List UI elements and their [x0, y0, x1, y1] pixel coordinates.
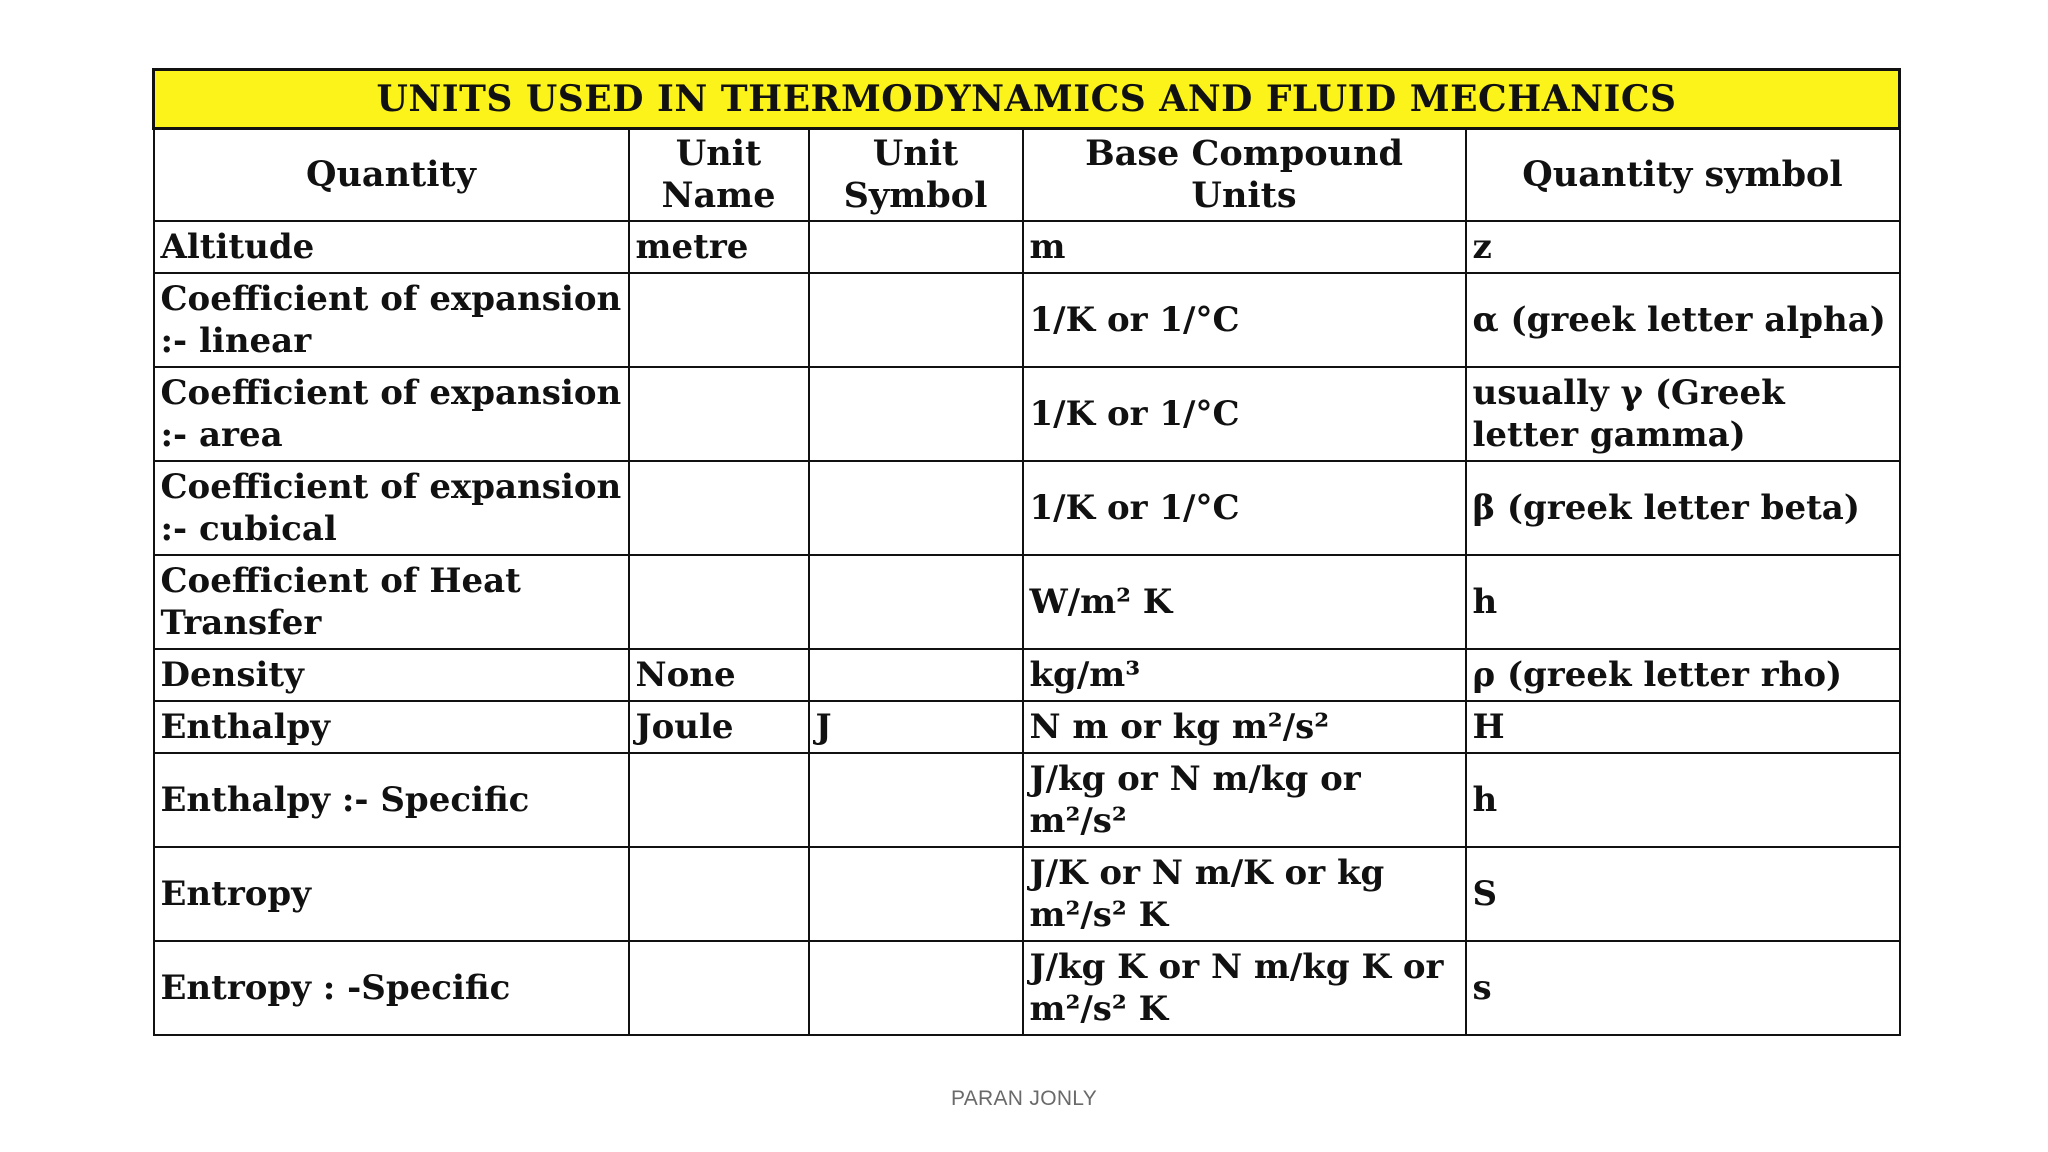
cell-unit-name: metre — [629, 221, 809, 273]
slide-footer: PARAN JONLY — [950, 1087, 1098, 1110]
cell-unit-name — [629, 461, 809, 555]
cell-quantity: Altitude — [154, 221, 629, 273]
table-row — [154, 221, 1900, 273]
cell-base-units: kg/m³ — [1023, 649, 1466, 701]
cell-quantity: Entropy : -Specific — [154, 941, 629, 1035]
header-row — [154, 129, 1900, 222]
cell-quantity: Enthalpy :- Specific — [154, 753, 629, 847]
cell-unit-symbol — [809, 941, 1023, 1035]
table-row — [154, 753, 1900, 847]
cell-unit-name — [629, 273, 809, 367]
cell-unit-symbol: J — [809, 701, 1023, 753]
cell-unit-name — [629, 941, 809, 1035]
header-quantity: Quantity — [154, 129, 629, 222]
cell-unit-name — [629, 753, 809, 847]
cell-unit-symbol — [809, 555, 1023, 649]
cell-quantity: Coefficient of expansion :- area — [154, 367, 629, 461]
header-quantity-symbol: Quantity symbol — [1466, 129, 1900, 222]
cell-symbol: α (greek letter alpha) — [1466, 273, 1900, 367]
cell-symbol: h — [1466, 555, 1900, 649]
header-base-compound-units: Base Compound Units — [1023, 129, 1466, 222]
cell-unit-name: None — [629, 649, 809, 701]
cell-unit-name — [629, 555, 809, 649]
cell-base-units: 1/K or 1/°C — [1023, 461, 1466, 555]
table-row — [154, 649, 1900, 701]
table-row — [154, 701, 1900, 753]
units-table-body — [154, 70, 1900, 1036]
cell-unit-symbol — [809, 461, 1023, 555]
cell-unit-symbol — [809, 649, 1023, 701]
cell-symbol: H — [1466, 701, 1900, 753]
table-row — [154, 847, 1900, 941]
cell-base-units: 1/K or 1/°C — [1023, 273, 1466, 367]
cell-symbol: usually γ (Greek letter gamma) — [1466, 367, 1900, 461]
cell-unit-name: Joule — [629, 701, 809, 753]
cell-quantity: Coefficient of expansion :- linear — [154, 273, 629, 367]
table-row — [154, 273, 1900, 367]
cell-quantity: Density — [154, 649, 629, 701]
cell-quantity: Coefficient of expansion :- cubical — [154, 461, 629, 555]
table-title: UNITS USED IN THERMODYNAMICS AND FLUID MECHANICS — [154, 70, 1900, 129]
table-row — [154, 941, 1900, 1035]
cell-symbol: z — [1466, 221, 1900, 273]
cell-base-units: J/kg or N m/kg or m²/s² — [1023, 753, 1466, 847]
cell-base-units: N m or kg m²/s² — [1023, 701, 1466, 753]
cell-base-units: m — [1023, 221, 1466, 273]
header-unit-symbol: Unit Symbol — [809, 129, 1023, 222]
cell-quantity: Enthalpy — [154, 701, 629, 753]
cell-base-units: J/kg K or N m/kg K or m²/s² K — [1023, 941, 1466, 1035]
table-row — [154, 555, 1900, 649]
cell-quantity: Entropy — [154, 847, 629, 941]
cell-base-units: J/K or N m/K or kg m²/s² K — [1023, 847, 1466, 941]
units-table — [152, 68, 1901, 1036]
cell-symbol: β (greek letter beta) — [1466, 461, 1900, 555]
table-row — [154, 367, 1900, 461]
cell-unit-symbol — [809, 753, 1023, 847]
cell-symbol: ρ (greek letter rho) — [1466, 649, 1900, 701]
cell-unit-symbol — [809, 847, 1023, 941]
cell-symbol: s — [1466, 941, 1900, 1035]
cell-unit-symbol — [809, 367, 1023, 461]
cell-unit-name — [629, 847, 809, 941]
cell-base-units: W/m² K — [1023, 555, 1466, 649]
table-row — [154, 461, 1900, 555]
header-unit-name: Unit Name — [629, 129, 809, 222]
cell-unit-name — [629, 367, 809, 461]
cell-base-units: 1/K or 1/°C — [1023, 367, 1466, 461]
cell-unit-symbol — [809, 273, 1023, 367]
cell-quantity: Coefficient of Heat Transfer — [154, 555, 629, 649]
cell-symbol: S — [1466, 847, 1900, 941]
title-row — [154, 70, 1900, 129]
cell-symbol: h — [1466, 753, 1900, 847]
cell-unit-symbol — [809, 221, 1023, 273]
